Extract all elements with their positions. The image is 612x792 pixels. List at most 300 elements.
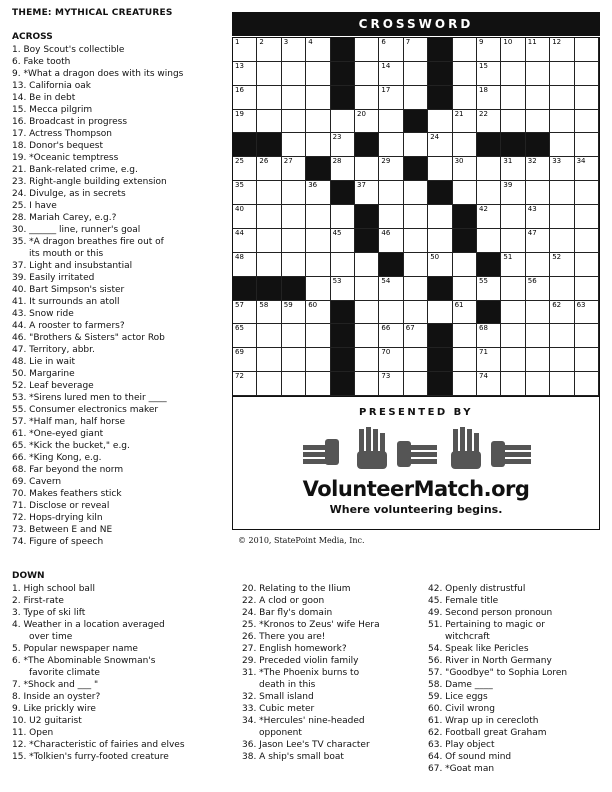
- cell-number: 52: [552, 252, 562, 261]
- grid-cell[interactable]: [282, 205, 306, 229]
- grid-cell[interactable]: [501, 62, 525, 86]
- grid-cell[interactable]: [501, 253, 525, 277]
- grid-block: [477, 253, 501, 277]
- grid-cell[interactable]: [526, 229, 550, 253]
- grid-cell[interactable]: [428, 229, 452, 253]
- grid-cell[interactable]: [526, 348, 550, 372]
- down-clue: 45. Female title: [428, 596, 499, 606]
- grid-cell[interactable]: [233, 205, 257, 229]
- down-clue-list-3: [428, 583, 567, 775]
- crossword-grid: [232, 37, 600, 397]
- across-clue: 72. Hops-drying kiln: [12, 513, 103, 523]
- grid-cell[interactable]: [575, 372, 599, 396]
- across-clue: 53. *Sirens lured men to their ____: [12, 393, 167, 403]
- cell-number: 71: [479, 348, 488, 357]
- across-clue: 52. Leaf beverage: [12, 381, 94, 391]
- grid-cell[interactable]: [257, 229, 281, 253]
- grid-cell[interactable]: [428, 301, 452, 325]
- grid-cell[interactable]: [453, 110, 477, 134]
- grid-cell[interactable]: [453, 253, 477, 277]
- grid-cell[interactable]: [233, 253, 257, 277]
- grid-cell[interactable]: [233, 62, 257, 86]
- cell-number: 55: [479, 276, 488, 285]
- grid-cell[interactable]: [477, 205, 501, 229]
- grid-cell[interactable]: [282, 133, 306, 157]
- grid-cell[interactable]: [404, 181, 428, 205]
- grid-cell[interactable]: [404, 301, 428, 325]
- grid-cell[interactable]: [257, 348, 281, 372]
- across-clue: 41. It surrounds an atoll: [12, 297, 120, 307]
- grid-cell[interactable]: [453, 301, 477, 325]
- cell-number: 62: [552, 300, 562, 309]
- across-clue: 46. "Brothers & Sisters" actor Rob: [12, 333, 165, 343]
- grid-cell[interactable]: [404, 38, 428, 62]
- grid-cell[interactable]: [477, 38, 501, 62]
- grid-cell[interactable]: [575, 133, 599, 157]
- grid-cell[interactable]: [282, 181, 306, 205]
- grid-cell[interactable]: [404, 229, 428, 253]
- grid-cell[interactable]: [257, 205, 281, 229]
- grid-cell[interactable]: [526, 38, 550, 62]
- across-clue: 68. Far beyond the norm: [12, 465, 124, 475]
- grid-cell[interactable]: [501, 157, 525, 181]
- cell-number: 4: [308, 38, 313, 46]
- grid-block: [428, 372, 452, 396]
- grid-cell[interactable]: [306, 181, 330, 205]
- grid-cell[interactable]: [355, 253, 379, 277]
- grid-block: [233, 277, 257, 301]
- grid-cell[interactable]: [282, 229, 306, 253]
- grid-cell[interactable]: [233, 301, 257, 325]
- grid-cell[interactable]: [404, 348, 428, 372]
- cell-number: 39: [503, 181, 513, 190]
- across-clue: 70. Makes feathers stick: [12, 489, 122, 499]
- grid-cell[interactable]: [331, 253, 355, 277]
- grid-cell[interactable]: [379, 205, 403, 229]
- grid-cell[interactable]: [355, 157, 379, 181]
- cell-number: 74: [479, 372, 488, 381]
- grid-cell[interactable]: [331, 205, 355, 229]
- grid-cell[interactable]: [404, 253, 428, 277]
- across-clue: 50. Margarine: [12, 369, 75, 379]
- grid-block: [282, 277, 306, 301]
- across-clue: 13. California oak: [12, 81, 92, 91]
- grid-cell[interactable]: [477, 157, 501, 181]
- grid-cell[interactable]: [477, 229, 501, 253]
- grid-cell[interactable]: [575, 110, 599, 134]
- across-clue-continuation: its mouth or this: [29, 249, 104, 259]
- down-clue: 11. Open: [12, 728, 54, 738]
- across-clue: 30. ______ line, runner's goal: [12, 225, 141, 235]
- grid-cell[interactable]: [306, 277, 330, 301]
- grid-cell[interactable]: [550, 133, 574, 157]
- grid-cell[interactable]: [355, 86, 379, 110]
- grid-cell[interactable]: [355, 181, 379, 205]
- down-clue: 1. High school ball: [12, 584, 95, 594]
- grid-cell[interactable]: [526, 301, 550, 325]
- across-clue: 44. A rooster to farmers?: [12, 321, 125, 331]
- grid-cell[interactable]: [282, 301, 306, 325]
- grid-cell[interactable]: [257, 181, 281, 205]
- across-clue: 21. Bank-related crime, e.g.: [12, 165, 138, 175]
- grid-cell[interactable]: [526, 110, 550, 134]
- grid-block: [428, 277, 452, 301]
- grid-cell[interactable]: [379, 86, 403, 110]
- cell-number: 40: [235, 205, 244, 214]
- grid-cell[interactable]: [379, 181, 403, 205]
- cell-number: 27: [283, 157, 293, 166]
- grid-cell[interactable]: [575, 157, 599, 181]
- grid-cell[interactable]: [575, 301, 599, 325]
- down-clue-continuation: witchcraft: [445, 632, 490, 642]
- across-clue: 40. Bart Simpson's sister: [12, 285, 125, 295]
- grid-block: [355, 205, 379, 229]
- cell-number: 30: [454, 157, 464, 166]
- grid-block: [331, 62, 355, 86]
- grid-block: [331, 372, 355, 396]
- cell-number: 45: [332, 228, 342, 237]
- grid-cell[interactable]: [233, 110, 257, 134]
- grid-cell[interactable]: [575, 62, 599, 86]
- cell-number: 69: [235, 348, 244, 357]
- across-clue: 9. *What a dragon does with its wings: [12, 69, 184, 79]
- grid-cell[interactable]: [379, 301, 403, 325]
- grid-cell[interactable]: [331, 229, 355, 253]
- grid-cell[interactable]: [233, 181, 257, 205]
- grid-block: [428, 181, 452, 205]
- grid-cell[interactable]: [550, 86, 574, 110]
- across-clue: 37. Light and insubstantial: [12, 261, 133, 271]
- cell-number: 57: [235, 300, 244, 309]
- grid-cell[interactable]: [550, 62, 574, 86]
- grid-cell[interactable]: [575, 38, 599, 62]
- grid-cell[interactable]: [526, 324, 550, 348]
- grid-cell[interactable]: [501, 324, 525, 348]
- across-clue: 66. *King Kong, e.g.: [12, 453, 102, 463]
- grid-cell[interactable]: [282, 38, 306, 62]
- grid-cell[interactable]: [233, 324, 257, 348]
- down-clue: 32. Small island: [242, 692, 314, 702]
- grid-cell[interactable]: [550, 253, 574, 277]
- cell-number: 15: [479, 61, 488, 70]
- across-clue: 48. Lie in wait: [12, 357, 76, 367]
- grid-cell[interactable]: [550, 181, 574, 205]
- across-clue: 6. Fake tooth: [12, 57, 71, 67]
- across-clue: 71. Disclose or reveal: [12, 501, 110, 511]
- grid-cell[interactable]: [477, 324, 501, 348]
- down-clue: 8. Inside an oyster?: [12, 692, 101, 702]
- grid-cell[interactable]: [453, 277, 477, 301]
- grid-cell[interactable]: [306, 372, 330, 396]
- grid-block: [331, 181, 355, 205]
- grid-cell[interactable]: [404, 205, 428, 229]
- grid-cell[interactable]: [233, 157, 257, 181]
- cell-number: 3: [283, 38, 289, 46]
- grid-cell[interactable]: [404, 372, 428, 396]
- cell-number: 66: [381, 324, 391, 333]
- grid-cell[interactable]: [477, 181, 501, 205]
- grid-cell[interactable]: [306, 205, 330, 229]
- down-clue: 29. Preceded violin family: [242, 656, 359, 666]
- grid-cell[interactable]: [575, 205, 599, 229]
- grid-cell[interactable]: [453, 86, 477, 110]
- raised-hands-logo: [301, 427, 533, 471]
- grid-cell[interactable]: [282, 110, 306, 134]
- grid-block: [331, 324, 355, 348]
- across-clue: 69. Cavern: [12, 477, 62, 487]
- down-clue: 15. *Tolkien's furry-footed creature: [12, 752, 169, 762]
- down-clue-continuation: opponent: [259, 728, 302, 738]
- grid-cell[interactable]: [428, 133, 452, 157]
- across-clue: 74. Figure of speech: [12, 537, 104, 547]
- grid-cell[interactable]: [233, 38, 257, 62]
- grid-cell[interactable]: [306, 110, 330, 134]
- grid-cell[interactable]: [477, 62, 501, 86]
- grid-cell[interactable]: [501, 38, 525, 62]
- grid-cell[interactable]: [257, 324, 281, 348]
- grid-cell[interactable]: [575, 277, 599, 301]
- grid-cell[interactable]: [477, 110, 501, 134]
- across-clue: 14. Be in debt: [12, 93, 76, 103]
- grid-cell[interactable]: [379, 372, 403, 396]
- grid-cell[interactable]: [428, 110, 452, 134]
- grid-cell[interactable]: [404, 277, 428, 301]
- grid-cell[interactable]: [379, 62, 403, 86]
- grid-cell[interactable]: [453, 372, 477, 396]
- cell-number: 63: [576, 300, 586, 309]
- grid-cell[interactable]: [526, 86, 550, 110]
- grid-cell[interactable]: [575, 253, 599, 277]
- down-clue: 34. *Hercules' nine-headed: [242, 716, 365, 726]
- grid-cell[interactable]: [306, 133, 330, 157]
- grid-cell[interactable]: [453, 324, 477, 348]
- grid-cell[interactable]: [575, 348, 599, 372]
- down-clue: 2. First-rate: [12, 596, 64, 606]
- grid-cell[interactable]: [575, 324, 599, 348]
- grid-cell[interactable]: [550, 205, 574, 229]
- grid-cell[interactable]: [550, 110, 574, 134]
- grid-block: [331, 301, 355, 325]
- grid-cell[interactable]: [282, 372, 306, 396]
- grid-cell[interactable]: [306, 253, 330, 277]
- grid-cell[interactable]: [550, 324, 574, 348]
- grid-cell[interactable]: [379, 157, 403, 181]
- grid-cell[interactable]: [501, 110, 525, 134]
- grid-cell[interactable]: [257, 86, 281, 110]
- grid-cell[interactable]: [355, 38, 379, 62]
- cell-number: 44: [235, 228, 244, 237]
- grid-block: [501, 133, 525, 157]
- grid-cell[interactable]: [379, 277, 403, 301]
- grid-cell[interactable]: [550, 348, 574, 372]
- grid-cell[interactable]: [526, 253, 550, 277]
- cell-number: 7: [405, 38, 411, 46]
- cell-number: 23: [332, 133, 342, 142]
- down-clue: 33. Cubic meter: [242, 704, 315, 714]
- puzzle-theme: THEME: MYTHICAL CREATURES: [12, 8, 173, 18]
- grid-cell[interactable]: [550, 277, 574, 301]
- grid-cell[interactable]: [477, 86, 501, 110]
- cell-number: 29: [381, 157, 391, 166]
- grid-cell[interactable]: [526, 157, 550, 181]
- brand-tagline: Where volunteering begins.: [329, 503, 503, 516]
- grid-cell[interactable]: [379, 348, 403, 372]
- down-clue: 24. Bar fly's domain: [242, 608, 333, 618]
- grid-cell[interactable]: [379, 324, 403, 348]
- across-clue: 73. Between E and NE: [12, 525, 113, 535]
- grid-cell[interactable]: [428, 205, 452, 229]
- grid-block: [331, 86, 355, 110]
- grid-cell[interactable]: [233, 229, 257, 253]
- grid-cell[interactable]: [306, 348, 330, 372]
- brand-name: VolunteerMatch.org: [302, 477, 530, 501]
- grid-block: [477, 301, 501, 325]
- across-heading: ACROSS: [12, 32, 53, 42]
- grid-cell[interactable]: [404, 62, 428, 86]
- grid-cell[interactable]: [526, 181, 550, 205]
- grid-cell[interactable]: [501, 372, 525, 396]
- grid-cell[interactable]: [453, 133, 477, 157]
- grid-cell[interactable]: [355, 348, 379, 372]
- grid-cell[interactable]: [550, 229, 574, 253]
- grid-cell[interactable]: [526, 62, 550, 86]
- grid-cell[interactable]: [550, 301, 574, 325]
- grid-cell[interactable]: [282, 157, 306, 181]
- grid-cell[interactable]: [306, 86, 330, 110]
- grid-cell[interactable]: [257, 372, 281, 396]
- grid-cell[interactable]: [379, 38, 403, 62]
- grid-cell[interactable]: [501, 86, 525, 110]
- grid-cell[interactable]: [355, 277, 379, 301]
- grid-cell[interactable]: [501, 348, 525, 372]
- grid-cell[interactable]: [501, 229, 525, 253]
- grid-cell[interactable]: [331, 277, 355, 301]
- cell-number: 34: [576, 157, 586, 166]
- grid-cell[interactable]: [453, 62, 477, 86]
- grid-cell[interactable]: [501, 277, 525, 301]
- grid-cell[interactable]: [282, 62, 306, 86]
- grid-cell[interactable]: [257, 110, 281, 134]
- grid-cell[interactable]: [233, 348, 257, 372]
- grid-cell[interactable]: [331, 110, 355, 134]
- grid-cell[interactable]: [306, 324, 330, 348]
- grid-cell[interactable]: [355, 324, 379, 348]
- grid-cell[interactable]: [526, 372, 550, 396]
- grid-cell[interactable]: [501, 301, 525, 325]
- grid-cell[interactable]: [355, 62, 379, 86]
- grid-cell[interactable]: [257, 62, 281, 86]
- grid-cell[interactable]: [379, 229, 403, 253]
- grid-cell[interactable]: [526, 205, 550, 229]
- grid-cell[interactable]: [501, 205, 525, 229]
- cell-number: 50: [430, 252, 440, 261]
- down-clue: 57. "Goodbye" to Sophia Loren: [428, 668, 568, 678]
- down-clue: 26. There you are!: [242, 632, 326, 642]
- grid-cell[interactable]: [428, 253, 452, 277]
- grid-block: [428, 62, 452, 86]
- grid-cell[interactable]: [306, 301, 330, 325]
- grid-cell[interactable]: [453, 38, 477, 62]
- down-clue: 54. Speak like Pericles: [428, 644, 529, 654]
- cell-number: 14: [381, 61, 391, 70]
- grid-cell[interactable]: [404, 133, 428, 157]
- grid-block: [453, 229, 477, 253]
- copyright-notice: © 2010, StatePoint Media, Inc.: [238, 536, 365, 545]
- grid-cell[interactable]: [526, 277, 550, 301]
- grid-cell[interactable]: [282, 253, 306, 277]
- grid-cell[interactable]: [355, 110, 379, 134]
- cell-number: 18: [479, 85, 488, 94]
- grid-cell[interactable]: [355, 301, 379, 325]
- grid-cell[interactable]: [257, 38, 281, 62]
- grid-cell[interactable]: [477, 348, 501, 372]
- grid-cell[interactable]: [477, 372, 501, 396]
- cell-number: 37: [357, 181, 366, 190]
- cell-number: 53: [332, 276, 342, 285]
- across-clue: 15. Mecca pilgrim: [12, 105, 93, 115]
- grid-cell[interactable]: [331, 157, 355, 181]
- grid-cell[interactable]: [257, 157, 281, 181]
- cell-number: 20: [357, 109, 366, 118]
- grid-cell[interactable]: [257, 301, 281, 325]
- grid-cell[interactable]: [404, 324, 428, 348]
- down-clue-continuation: over time: [29, 632, 73, 642]
- grid-cell[interactable]: [257, 253, 281, 277]
- grid-cell[interactable]: [379, 110, 403, 134]
- cell-number: 36: [308, 181, 318, 190]
- grid-cell[interactable]: [233, 372, 257, 396]
- cell-number: 59: [283, 300, 293, 309]
- down-clue: 31. *The Phoenix burns to: [242, 668, 360, 678]
- down-clue: 42. Openly distrustful: [428, 584, 526, 594]
- grid-cell[interactable]: [550, 157, 574, 181]
- cell-number: 17: [381, 85, 391, 94]
- grid-cell[interactable]: [575, 86, 599, 110]
- grid-cell[interactable]: [453, 348, 477, 372]
- grid-cell[interactable]: [575, 229, 599, 253]
- grid-block: [379, 253, 403, 277]
- grid-cell[interactable]: [550, 372, 574, 396]
- grid-cell[interactable]: [282, 324, 306, 348]
- down-clue-continuation: favorite climate: [29, 668, 100, 678]
- cell-number: 58: [259, 300, 269, 309]
- grid-cell[interactable]: [428, 157, 452, 181]
- grid-cell[interactable]: [306, 229, 330, 253]
- grid-cell[interactable]: [575, 181, 599, 205]
- grid-cell[interactable]: [233, 86, 257, 110]
- down-heading: DOWN: [12, 571, 45, 581]
- across-clue: 65. *Kick the bucket," e.g.: [12, 441, 130, 451]
- grid-cell[interactable]: [355, 372, 379, 396]
- grid-block: [257, 277, 281, 301]
- grid-cell[interactable]: [453, 181, 477, 205]
- grid-cell[interactable]: [306, 62, 330, 86]
- grid-cell[interactable]: [550, 38, 574, 62]
- grid-cell[interactable]: [331, 133, 355, 157]
- grid-cell[interactable]: [477, 277, 501, 301]
- grid-cell[interactable]: [404, 86, 428, 110]
- across-clue: 28. Mariah Carey, e.g.?: [12, 213, 117, 223]
- across-clue: 35. *A dragon breathes fire out of: [12, 237, 164, 247]
- grid-cell[interactable]: [379, 133, 403, 157]
- grid-cell[interactable]: [453, 157, 477, 181]
- grid-cell[interactable]: [282, 348, 306, 372]
- grid-cell[interactable]: [306, 38, 330, 62]
- grid-cell[interactable]: [501, 181, 525, 205]
- down-clue: 10. U2 guitarist: [12, 716, 82, 726]
- grid-cell[interactable]: [282, 86, 306, 110]
- down-clue: 7. *Shock and ___ ": [12, 680, 99, 690]
